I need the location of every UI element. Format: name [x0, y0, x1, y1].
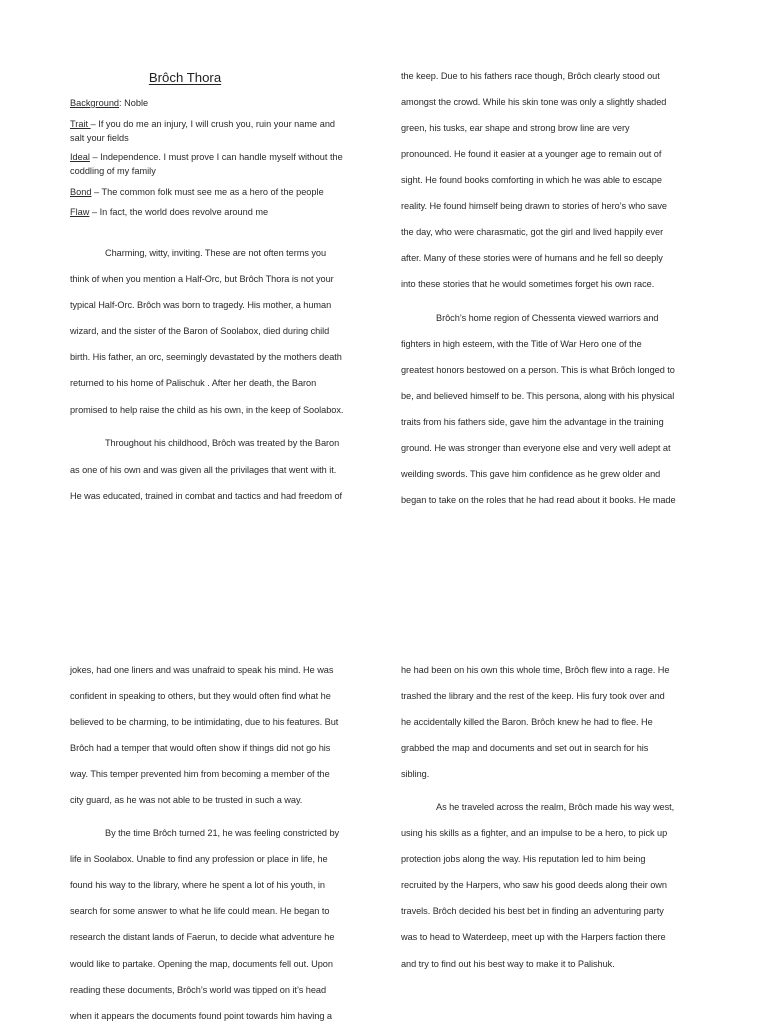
text-line: way. This temper prevented him from becoming a member of the	[70, 769, 330, 779]
document-title: Brôch Thora	[148, 70, 222, 85]
attribute-value: Noble	[124, 98, 149, 108]
text-line: reading these documents, Brôch’s world was tipped on it’s head	[70, 985, 327, 995]
text-line: search for some answer to what he life could mean. He began to	[70, 906, 330, 916]
text-line: the day, who were charasmatic, got the girl and lived happily ever	[401, 227, 664, 237]
text-line: confident in speaking to others, but they would often find what he	[70, 691, 331, 701]
attribute-trait	[70, 117, 370, 145]
text-line: green, his tusks, ear shape and strong brow line are very	[401, 123, 630, 133]
text-line: life in Soolabox. Unable to find any profession or place in life, he	[70, 854, 328, 864]
text-line: pronounced. He found it easier at a younger age to remain out of	[401, 149, 662, 159]
text-line: returned to his home of Palischuk . After her death, the Baron	[70, 378, 317, 388]
text-line: Charming, witty, inviting. These are not often terms you	[105, 248, 327, 258]
attribute-label: Ideal	[70, 152, 90, 162]
text-line: be, and believed himself to be. This persona, along with his physical	[401, 391, 675, 401]
text-line: believed to be charming, to be intimidating, due to his features. But	[70, 717, 339, 727]
text-line: found his way to the library, where he spent a lot of his youth, in	[70, 880, 325, 890]
text-line: think of when you mention a Half-Orc, but Brôch Thora is not your	[70, 274, 334, 284]
attribute-value: Independence. I must prove I can handle myself without the	[100, 152, 343, 162]
text-line: when it appears the documents found point towards him having a	[70, 1011, 332, 1021]
text-line: jokes, had one liners and was unafraid to speak his mind. He was	[70, 665, 334, 675]
text-line: grabbed the map and documents and set out in search for his	[401, 743, 649, 753]
attribute-label: Flaw	[70, 207, 90, 217]
attribute-value: In fact, the world does revolve around me	[99, 207, 269, 217]
text-line: the keep. Due to his fathers race though, Brôch clearly stood out	[401, 71, 660, 81]
text-line: using his skills as a fighter, and an impulse to be a hero, to pick up	[401, 828, 668, 838]
attribute-value-cont: salt your fields	[70, 133, 129, 143]
text-line: Throughout his childhood, Brôch was treated by the Baron	[105, 438, 340, 448]
text-line: amongst the crowd. While his skin tone was only a slightly shaded	[401, 97, 667, 107]
text-line: weilding swords. This gave him confidence as he grew older and	[401, 469, 661, 479]
text-line: he had been on his own this whole time, Brôch flew into a rage. He	[401, 665, 670, 675]
attribute-separator: –	[90, 119, 99, 129]
attribute-label: Background	[70, 98, 120, 108]
text-line: wizard, and the sister of the Baron of Soolabox, died during child	[70, 326, 330, 336]
text-line: He was educated, trained in combat and tactics and had freedom of	[70, 491, 343, 501]
text-line: By the time Brôch turned 21, he was feeling constricted by	[105, 828, 340, 838]
text-line: greatest honors bestowed on a person. This is what Brôch longed to	[401, 365, 675, 375]
text-line: protection jobs along the way. His reputation led to him being	[401, 854, 646, 864]
attribute-separator: :	[119, 98, 125, 108]
text-line: Brôch’s home region of Chessenta viewed warriors and	[436, 313, 659, 323]
text-line: research the distant lands of Faerun, to decide what adventure he	[70, 932, 335, 942]
text-line: and try to find out his best way to make it to Palishuk.	[401, 959, 615, 969]
attribute-flaw	[70, 205, 370, 219]
text-line: traits from his fathers side, gave him the advantage in the training	[401, 417, 664, 427]
text-line: birth. His father, an orc, seemingly devastated by the mothers death	[70, 352, 342, 362]
attribute-value: The common folk must see me as a hero of the people	[101, 187, 324, 197]
attribute-separator: –	[89, 152, 101, 162]
attribute-value: If you do me an injury, I will crush you, ruin your name and	[98, 119, 336, 129]
attribute-separator: –	[89, 207, 100, 217]
attribute-bond	[70, 185, 370, 199]
text-line: travels. Brôch decided his best bet in finding an adventuring party	[401, 906, 664, 916]
attribute-value-cont: coddling of my family	[70, 166, 156, 176]
text-line: began to take on the roles that he had read about it books. He made	[401, 495, 676, 505]
text-line: he accidentally killed the Baron. Brôch knew he had to flee. He	[401, 717, 653, 727]
text-line: Brôch had a temper that would often show if things did not go his	[70, 743, 331, 753]
attribute-background	[70, 96, 370, 110]
text-line: after. Many of these stories were of humans and he fell so deeply	[401, 253, 663, 263]
text-line: ground. He was stronger than everyone else and very well adept at	[401, 443, 671, 453]
text-line: promised to help raise the child as his own, in the keep of Soolabox.	[70, 405, 344, 415]
text-line: reality. He found himself being drawn to stories of hero’s who save	[401, 201, 667, 211]
attribute-label: Trait	[70, 119, 91, 129]
text-line: trashed the library and the rest of the keep. His fury took over and	[401, 691, 665, 701]
attribute-separator: –	[91, 187, 102, 197]
text-line: fighters in high esteem, with the Title of War Hero one of the	[401, 339, 642, 349]
text-line: sibling.	[401, 769, 430, 779]
text-line: would like to partake. Opening the map, documents fell out. Upon	[70, 959, 333, 969]
attribute-label: Bond	[70, 187, 92, 197]
text-line: as one of his own and was given all the privilages that went with it.	[70, 465, 337, 475]
text-line: city guard, as he was not able to be trusted in such a way.	[70, 795, 303, 805]
text-line: into these stories that he would sometimes forget his own race.	[401, 279, 655, 289]
text-line: sight. He found books comforting in which he was able to escape	[401, 175, 662, 185]
attribute-ideal	[70, 150, 370, 178]
text-line: was to head to Waterdeep, meet up with the Harpers faction there	[401, 932, 666, 942]
text-line: typical Half-Orc. Brôch was born to tragedy. His mother, a human	[70, 300, 332, 310]
text-line: recruited by the Harpers, who saw his good deeds along their own	[401, 880, 667, 890]
text-line: As he traveled across the realm, Brôch made his way west,	[436, 802, 675, 812]
